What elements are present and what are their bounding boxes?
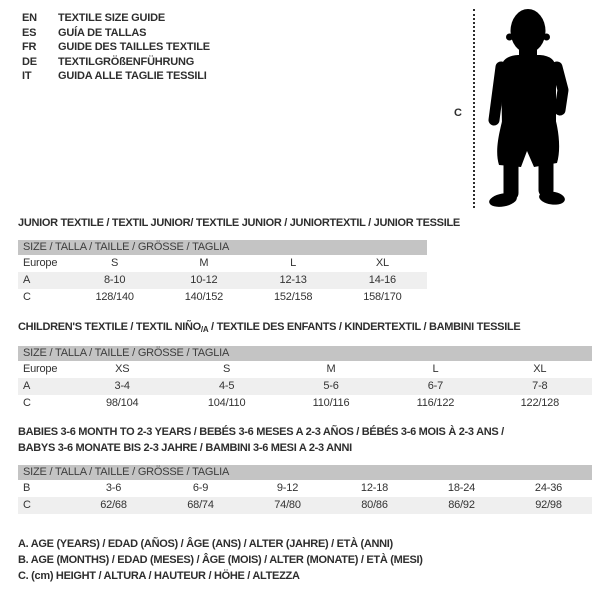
row-label: A (23, 380, 31, 392)
baby-silhouette-icon (487, 4, 579, 210)
size-cell: XL (533, 363, 547, 375)
size-cell: S (223, 363, 231, 375)
months-cell: 18-24 (447, 482, 476, 494)
table-row-age (18, 272, 427, 289)
guide-title-de: TEXTILGRÖßENFÜHRUNG (58, 55, 195, 68)
size-cell: M (326, 363, 336, 375)
row-label: B (23, 482, 31, 494)
size-cell: XS (115, 363, 130, 375)
row-label: C (23, 291, 31, 303)
children-size-table (18, 346, 592, 412)
title-subscript: /A (200, 325, 209, 334)
height-cell: 68/74 (187, 499, 214, 511)
section-title-babies-line1: BABIES 3-6 MONTH TO 2-3 YEARS / BEBÉS 3-6 MESES A 2-3 AÑOS / BÉBÉS 3-6 MOIS À 2-3 ANS / (18, 426, 504, 438)
language-code: ES (22, 26, 37, 39)
height-cell: 86/92 (448, 499, 475, 511)
height-dotted-line (473, 9, 475, 208)
babies-size-table (18, 465, 592, 514)
table-row-europe (18, 361, 592, 378)
section-title-children (18, 321, 520, 336)
language-code: DE (22, 55, 37, 68)
language-code: IT (22, 70, 32, 83)
section-title-babies-line2: BABYS 3-6 MONATE BIS 2-3 JAHRE / BAMBINI 3-6 MESI A 2-3 ANNI (18, 442, 352, 454)
legend-line-a: A. AGE (YEARS) / EDAD (AÑOS) / ÂGE (ANS) / ALTER (JAHRE) / ETÀ (ANNI) (18, 538, 393, 550)
language-code: FR (22, 41, 37, 54)
height-marker-label: C (454, 107, 462, 119)
junior-size-table (18, 240, 427, 306)
height-cell: 116/122 (416, 397, 455, 409)
age-cell: 10-12 (190, 274, 218, 286)
size-cell: L (432, 363, 439, 375)
months-cell: 12-18 (360, 482, 389, 494)
height-cell: 74/80 (274, 499, 301, 511)
age-cell: 12-13 (279, 274, 307, 286)
height-cell: 110/116 (312, 397, 350, 409)
table-row-height (18, 395, 592, 412)
height-cell: 104/110 (207, 397, 246, 409)
height-cell: 140/152 (184, 291, 224, 303)
age-cell: 14-16 (368, 274, 396, 286)
size-header-band: SIZE / TALLA / TAILLE / GRÖSSE / TAGLIA (18, 240, 427, 255)
title-part: CHILDREN'S TEXTILE / TEXTIL NIÑO (18, 321, 201, 333)
row-label: A (23, 274, 31, 286)
height-cell: 80/86 (361, 499, 388, 511)
table-row-height (18, 497, 592, 514)
legend-line-b: B. AGE (MONTHS) / EDAD (MESES) / ÂGE (MOIS) / ALTER (MONATE) / ETÀ (MESI) (18, 554, 423, 566)
age-cell: 5-6 (323, 380, 339, 392)
guide-title-en: TEXTILE SIZE GUIDE (58, 12, 166, 24)
row-label: C (23, 397, 31, 409)
size-cell: L (290, 257, 297, 269)
size-header-band: SIZE / TALLA / TAILLE / GRÖSSE / TAGLIA (18, 465, 592, 480)
height-cell: 152/158 (273, 291, 313, 303)
age-cell: 7-8 (532, 380, 548, 392)
section-title-junior: JUNIOR TEXTILE / TEXTIL JUNIOR/ TEXTILE JUNIOR / JUNIORTEXTIL / JUNIOR TESSILE (18, 217, 460, 229)
size-cell: S (111, 257, 119, 269)
height-cell: 92/98 (535, 499, 562, 511)
row-label: Europe (23, 257, 58, 269)
table-row-months (18, 480, 592, 497)
height-cell: 128/140 (95, 291, 134, 303)
age-cell: 3-4 (114, 380, 130, 392)
title-part: / TEXTILE DES ENFANTS / KINDERTEXTIL / BAMBINI TESSILE (208, 321, 521, 333)
months-cell: 3-6 (105, 482, 122, 494)
height-figure (0, 0, 600, 215)
age-cell: 4-5 (218, 380, 235, 392)
guide-title-fr: GUIDE DES TAILLES TEXTILE (58, 41, 210, 54)
guide-title-es: GUÍA DE TALLAS (58, 26, 147, 39)
table-row-height (18, 289, 427, 306)
table-row-europe (18, 255, 427, 272)
months-cell: 9-12 (276, 482, 299, 494)
height-cell: 98/104 (105, 397, 139, 409)
age-cell: 6-7 (427, 380, 444, 392)
legend-line-c: C. (cm) HEIGHT / ALTURA / HAUTEUR / HÖHE / ALTEZZA (18, 570, 300, 582)
guide-title-it: GUIDA ALLE TAGLIE TESSILI (58, 70, 207, 83)
row-label: C (23, 499, 31, 511)
months-cell: 24-36 (534, 482, 563, 494)
row-label: Europe (23, 363, 58, 375)
legend (18, 536, 423, 584)
size-header-band: SIZE / TALLA / TAILLE / GRÖSSE / TAGLIA (18, 346, 592, 361)
months-cell: 6-9 (192, 482, 209, 494)
height-cell: 62/68 (100, 499, 127, 511)
size-cell: M (199, 257, 209, 269)
age-cell: 8-10 (104, 274, 126, 286)
size-cell: XL (375, 257, 389, 269)
language-code: EN (22, 12, 37, 24)
height-cell: 158/170 (363, 291, 402, 303)
table-row-age (18, 378, 592, 395)
height-cell: 122/128 (520, 397, 560, 409)
